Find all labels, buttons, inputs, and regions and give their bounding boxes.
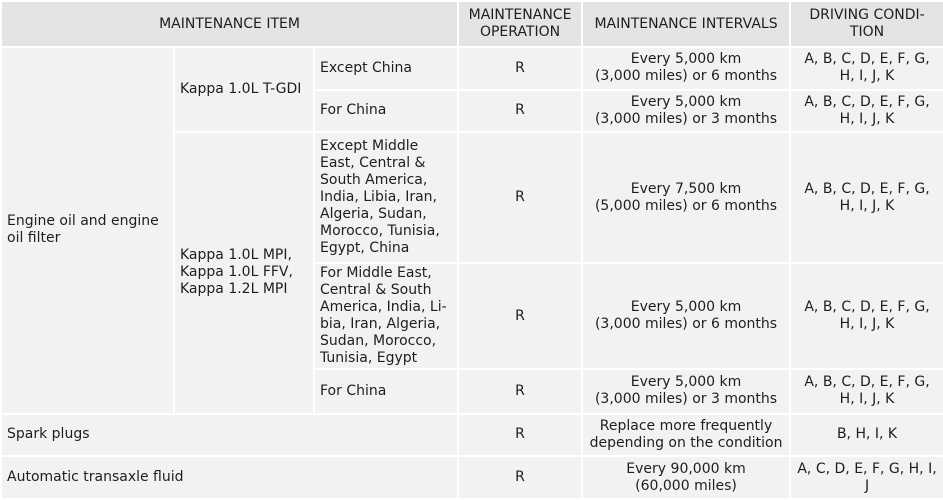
operation-cell: R — [458, 47, 582, 90]
operation-cell: R — [458, 263, 582, 369]
region-cell: Except China — [314, 47, 458, 90]
condition-cell: A, B, C, D, E, F, G, H, I, J, K — [790, 47, 943, 90]
interval-cell: Every 5,000 km (3,000 miles) or 6 months — [582, 263, 790, 369]
interval-cell: Every 5,000 km (3,000 miles) or 6 months — [582, 47, 790, 90]
condition-cell: A, B, C, D, E, F, G, H, I, J, K — [790, 369, 943, 414]
table-row — [1, 414, 943, 457]
engine-variant-cell: Kappa 1.0L MPI, Kappa 1.0L FFV, Kappa 1.2L MPI — [174, 132, 314, 413]
interval-cell: Replace more frequently depending on the condition — [582, 414, 790, 457]
engine-variant-cell: Kappa 1.0L T-GDI — [174, 47, 314, 132]
interval-cell: Every 5,000 km (3,000 miles) or 3 months — [582, 90, 790, 133]
header-driving-condition: DRIVING CONDI- TION — [790, 1, 943, 47]
condition-cell: A, C, D, E, F, G, H, I, J — [790, 456, 943, 499]
engine-oil-item-cell: Engine oil and engine oil filter — [1, 47, 174, 414]
condition-cell: B, H, I, K — [790, 414, 943, 457]
operation-cell: R — [458, 90, 582, 133]
interval-cell: Every 7,500 km (5,000 miles) or 6 months — [582, 132, 790, 263]
header-maintenance-operation: MAINTENANCE OPERATION — [458, 1, 582, 47]
region-cell: Except Middle East, Central & South America, India, Libia, Iran, Algeria, Sudan, Morocco, Tunisia, Egypt, China — [314, 132, 458, 263]
operation-cell: R — [458, 414, 582, 457]
header-maintenance-intervals: MAINTENANCE INTERVALS — [582, 1, 790, 47]
condition-cell: A, B, C, D, E, F, G, H, I, J, K — [790, 132, 943, 263]
operation-cell: R — [458, 132, 582, 263]
region-cell: For China — [314, 90, 458, 133]
header-maintenance-item: MAINTENANCE ITEM — [1, 1, 458, 47]
region-cell: For Middle East, Central & South America, India, Li- bia, Iran, Algeria, Sudan, Morocco, Tunisia, Egypt — [314, 263, 458, 369]
table-row — [1, 47, 943, 90]
operation-cell: R — [458, 369, 582, 414]
region-cell: For China — [314, 369, 458, 414]
operation-cell: R — [458, 456, 582, 499]
condition-cell: A, B, C, D, E, F, G, H, I, J, K — [790, 263, 943, 369]
interval-cell: Every 5,000 km (3,000 miles) or 3 months — [582, 369, 790, 414]
transaxle-fluid-item-cell: Automatic transaxle fluid — [1, 456, 458, 499]
condition-cell: A, B, C, D, E, F, G, H, I, J, K — [790, 90, 943, 133]
header-row — [1, 1, 943, 47]
interval-cell: Every 90,000 km (60,000 miles) — [582, 456, 790, 499]
table-row — [1, 456, 943, 499]
spark-plugs-item-cell: Spark plugs — [1, 414, 458, 457]
